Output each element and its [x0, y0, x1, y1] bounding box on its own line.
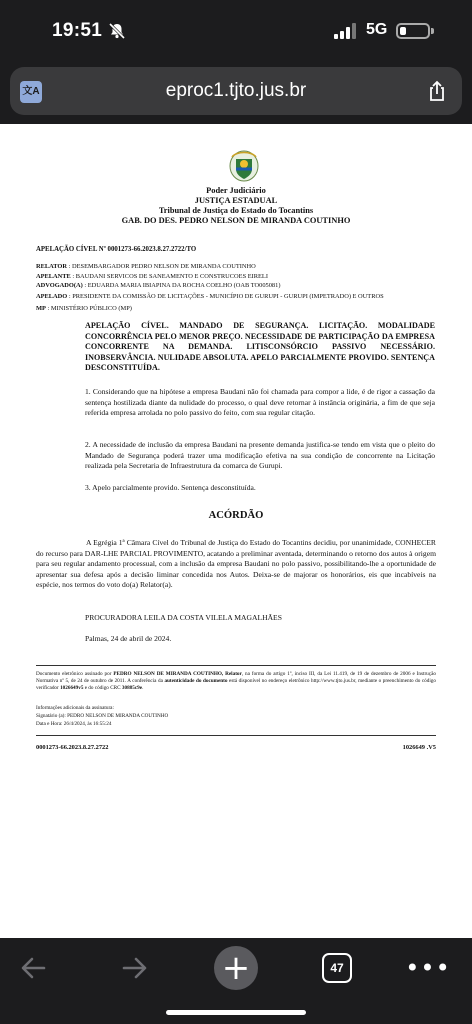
apelante-value: : BAUDANI SERVICOS DE SANEAMENTO E CONSTRUCOES EIRELI [72, 273, 268, 280]
document-page [0, 124, 472, 938]
new-tab-plus-icon[interactable]: + [214, 946, 258, 990]
relator-value: : DESEMBARGADOR PEDRO NELSON DE MIRANDA COUTINHO [68, 263, 256, 270]
divider-top [36, 665, 436, 666]
translate-icon[interactable]: 文A [20, 81, 42, 103]
coat-of-arms-icon [228, 149, 260, 183]
apelado-value: : PRESIDENTE DA COMISSÃO DE LICITAÇÕES - MUNICÍPIO DE GURUPI - GURUPI (IMPETRADO) E OUTROS [68, 293, 384, 300]
acordao-title: ACÓRDÃO [208, 510, 264, 521]
apelado-line [36, 292, 384, 302]
header-court: Tribunal de Justiça do Estado do Tocantins [158, 206, 314, 215]
url-text[interactable]: eproc1.tjto.jus.br [165, 80, 307, 101]
mp-value: : MINISTÉRIO PÚBLICO (MP) [47, 305, 132, 312]
advogado-label: ADVOGADO(A) [36, 282, 83, 289]
acordao-text: A Egrégia 1ª Câmara Cível do Tribunal de Justiça do Estado do Tocantins decidiu, por unanimidade, CONHECER do recurso para DAR-LHE PARCIAL PROVIMENTO, acatando a preliminar aventada, determinando o retorno dos autos à origem para seu regular andamento processual, com a inclusão da empresa Baudani no polo passivo, possibilitando-lhe a oportunidade de apresentar sua defesa após a decisão liminar concedida nos Autos. Deixa-se de majorar os honorários, eis que incabíveis na espécie, nos termos do voto do(a) Relator(a). [36, 538, 436, 589]
divider-bottom [36, 735, 436, 736]
status-time: 19:51 [52, 20, 103, 41]
footer-process-number: 0001273-66.2023.8.27.2722 [36, 744, 109, 751]
footer-document-id: 1026649 .V5 [402, 744, 436, 751]
back-arrow-icon[interactable] [16, 946, 52, 990]
paragraph-3: 3. Apelo parcialmente provido. Sentença desconstituída. [85, 483, 256, 492]
tabs-count-button[interactable]: 47 [322, 953, 352, 983]
signature-info-title: Informações adicionais da assinatura: [36, 705, 114, 711]
header-judiciary: Poder Judiciário [206, 186, 266, 195]
ementa: APELAÇÃO CÍVEL. MANDADO DE SEGURANÇA. LICITAÇÃO. MODALIDADE CONCORRÊNCIA PELO MENOR PREÇO. NECESSIDADE DE PARTICIPAÇÃO DA EMPRESA CONCORRENTE NA DEMANDA. LITISCONSÓRCIO PASSIVO NECESSÁRIO. INOBSERVÂNCIA. NULIDADE ABSOLUTA. APELO PARCIALMENTE PROVIDO. SENTENÇA DESCONSTITUÍDA. [85, 321, 435, 372]
more-menu-icon[interactable]: ••• [405, 954, 451, 982]
home-indicator [166, 1010, 306, 1015]
paragraph-1: 1. Considerando que na hipótese a empresa Baudani não foi chamada para compor a lide, é de rigor a cassação da sentença hostilizada diante da nulidade do processo, o qual deve retornar à instância originária, a fim de que seja referida empresa arrolada no polo passivo do feito, com sua regular citação. [85, 387, 435, 418]
header-cabinet: GAB. DO DES. PEDRO NELSON DE MIRANDA COUTINHO [121, 216, 351, 225]
place-date: Palmas, 24 de abril de 2024. [85, 634, 172, 643]
relator-label: RELATOR [36, 263, 68, 270]
battery-icon [396, 23, 430, 39]
procuradora: PROCURADORA LEILA DA COSTA VILELA MAGALHÃES [85, 613, 282, 622]
share-icon[interactable] [426, 80, 448, 102]
paragraph-2: 2. A necessidade de inclusão da empresa Baudani na presente demanda justifica-se tendo em vista que o pleito do Mandado de Segurança poderá trazer uma modificação efetiva na sua condição de concorrente na Licitação realizada pela Secretaria de Infraestrutura da comarca de Gurupi. [85, 440, 435, 471]
advogado-line [36, 281, 280, 291]
mp-line [36, 304, 132, 314]
signature-signer: Signatário (a): PEDRO NELSON DE MIRANDA COUTINHO [36, 713, 169, 719]
advogado-value: : EDUARDA MARIA IBIAPINA DA ROCHA COELHO (OAB TO005081) [84, 282, 281, 289]
apelado-label: APELADO [36, 293, 68, 300]
signature-notice: Documento eletrônico assinado por PEDRO NELSON DE MIRANDA COUTINHO, Relator, na forma do artigo 1º, inciso III, da Lei 11.419, de 19 de dezembro de 2006 e Instrução Normativa nº 5, de 24 de outubro de 2011. A conferência da autenticidade do documento está disponível no endereço eletrônico http://www.tjto.jus.br, mediante o preenchimento do código verificador 1026649v5 e do código CRC 30885c9e. [36, 671, 436, 692]
apelante-label: APELANTE [36, 273, 71, 280]
network-type: 5G [366, 21, 388, 38]
relator-line [36, 262, 256, 272]
status-bar [0, 0, 472, 62]
forward-arrow-icon[interactable] [116, 946, 152, 990]
mp-label: MP [36, 305, 46, 312]
signature-datetime: Data e Hora: 26/4/2024, às 16:55:24 [36, 721, 112, 727]
cellular-signal-icon [334, 23, 358, 39]
address-bar[interactable] [10, 67, 462, 115]
bell-slash-icon [108, 22, 126, 40]
header-justice: JUSTIÇA ESTADUAL [194, 196, 278, 205]
case-title: APELAÇÃO CÍVEL Nº 0001273-66.2023.8.27.2722/TO [36, 246, 197, 253]
browser-address-area [0, 62, 472, 124]
